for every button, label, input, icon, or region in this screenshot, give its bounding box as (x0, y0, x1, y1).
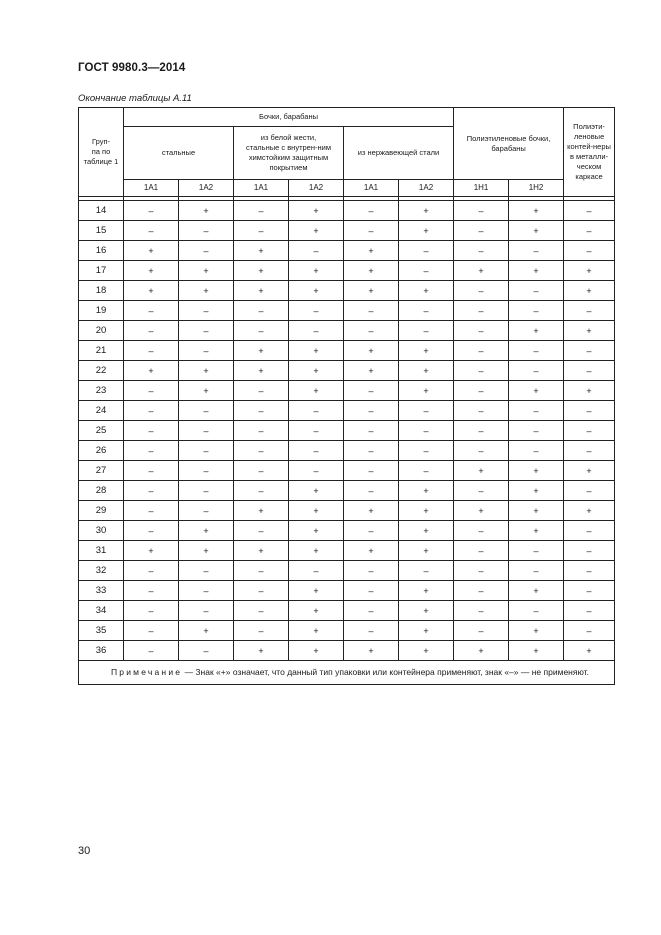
applicability-cell: – (179, 441, 234, 461)
applicability-cell: – (179, 481, 234, 501)
applicability-cell: – (179, 561, 234, 581)
applicability-cell: + (124, 541, 179, 561)
applicability-cell: + (399, 341, 454, 361)
table-row (79, 381, 615, 401)
applicability-cell: – (454, 321, 509, 341)
applicability-cell: – (124, 561, 179, 581)
applicability-cell: + (234, 361, 289, 381)
applicability-cell: + (344, 541, 399, 561)
applicability-cell: + (344, 641, 399, 661)
applicability-cell: + (179, 541, 234, 561)
applicability-cell: – (344, 481, 399, 501)
applicability-cell: – (124, 621, 179, 641)
applicability-cell: – (564, 561, 615, 581)
applicability-cell: – (234, 461, 289, 481)
applicability-cell: – (454, 541, 509, 561)
applicability-cell: – (454, 621, 509, 641)
table-row (79, 241, 615, 261)
applicability-cell: + (344, 261, 399, 281)
table-row (79, 641, 615, 661)
applicability-cell: – (454, 421, 509, 441)
applicability-cell: + (289, 501, 344, 521)
applicability-cell: – (509, 241, 564, 261)
applicability-cell: – (179, 221, 234, 241)
applicability-cell: + (564, 261, 615, 281)
applicability-cell: + (454, 501, 509, 521)
applicability-cell: – (399, 301, 454, 321)
applicability-cell: – (564, 241, 615, 261)
group-number-cell: 33 (79, 581, 124, 601)
applicability-cell: – (454, 581, 509, 601)
applicability-cell: – (509, 401, 564, 421)
applicability-cell: + (509, 641, 564, 661)
code-header: 1А2 (289, 180, 344, 197)
applicability-cell: + (344, 281, 399, 301)
applicability-cell: – (234, 441, 289, 461)
applicability-cell: – (564, 541, 615, 561)
group-number-cell: 30 (79, 521, 124, 541)
group-number-cell: 28 (79, 481, 124, 501)
table-row (79, 461, 615, 481)
applicability-cell: + (179, 281, 234, 301)
table-row (79, 481, 615, 501)
applicability-cell: – (179, 501, 234, 521)
applicability-cell: – (564, 221, 615, 241)
applicability-cell: + (289, 381, 344, 401)
applicability-cell: – (124, 601, 179, 621)
applicability-cell: – (344, 301, 399, 321)
applicability-cell: – (234, 301, 289, 321)
group-number-cell: 23 (79, 381, 124, 401)
applicability-cell: – (564, 481, 615, 501)
applicability-cell: + (509, 581, 564, 601)
code-header: 1А2 (399, 180, 454, 197)
applicability-cell: + (509, 481, 564, 501)
page-number: 30 (78, 845, 91, 857)
applicability-cell: + (399, 621, 454, 641)
applicability-cell: – (454, 601, 509, 621)
applicability-cell: + (234, 281, 289, 301)
applicability-cell: – (509, 281, 564, 301)
applicability-cell: + (179, 261, 234, 281)
group-number-cell: 22 (79, 361, 124, 381)
applicability-cell: – (179, 421, 234, 441)
applicability-cell: – (234, 401, 289, 421)
applicability-cell: – (179, 641, 234, 661)
table-row (79, 341, 615, 361)
applicability-cell: – (399, 421, 454, 441)
applicability-cell: – (124, 341, 179, 361)
applicability-cell: – (454, 341, 509, 361)
applicability-cell: + (399, 641, 454, 661)
group-number-cell: 19 (79, 301, 124, 321)
table-row (79, 601, 615, 621)
applicability-cell: + (564, 281, 615, 301)
applicability-cell: + (124, 261, 179, 281)
applicability-cell: – (179, 581, 234, 601)
group-number-cell: 29 (79, 501, 124, 521)
applicability-cell: + (509, 321, 564, 341)
table-row (79, 621, 615, 641)
applicability-cell: + (289, 541, 344, 561)
applicability-cell: + (399, 521, 454, 541)
group-number-cell: 17 (79, 261, 124, 281)
applicability-cell: – (289, 421, 344, 441)
applicability-cell: – (509, 541, 564, 561)
tinplate-header: из белой жести, стальные с внутрен-ним химстойким защитным покрытием (234, 127, 344, 180)
stainless-header: из нержавеющей стали (344, 127, 454, 180)
group-number-cell: 20 (79, 321, 124, 341)
applicability-cell: – (509, 601, 564, 621)
group-number-cell: 25 (79, 421, 124, 441)
applicability-cell: + (564, 461, 615, 481)
applicability-cell: + (289, 341, 344, 361)
applicability-cell: – (454, 381, 509, 401)
applicability-cell: – (234, 521, 289, 541)
note-text: — Знак «+» означает, что данный тип упаковки или контейнера применяют, знак «–» — не применяют. (182, 667, 589, 677)
steel-header: стальные (124, 127, 234, 180)
applicability-cell: + (564, 501, 615, 521)
applicability-cell: + (509, 201, 564, 221)
applicability-cell: – (344, 461, 399, 481)
applicability-cell: – (564, 301, 615, 321)
applicability-cell: + (289, 361, 344, 381)
applicability-cell: – (454, 441, 509, 461)
applicability-cell: – (509, 421, 564, 441)
packaging-table (78, 107, 615, 685)
applicability-cell: – (234, 601, 289, 621)
applicability-cell: – (399, 441, 454, 461)
applicability-cell: – (454, 481, 509, 501)
applicability-cell: – (234, 321, 289, 341)
table-row (79, 581, 615, 601)
applicability-cell: + (289, 641, 344, 661)
applicability-cell: – (509, 561, 564, 581)
group-number-cell: 24 (79, 401, 124, 421)
applicability-cell: – (399, 241, 454, 261)
applicability-cell: – (564, 521, 615, 541)
applicability-cell: – (124, 381, 179, 401)
applicability-cell: – (344, 601, 399, 621)
applicability-cell: + (344, 361, 399, 381)
group-number-cell: 36 (79, 641, 124, 661)
applicability-cell: – (564, 361, 615, 381)
applicability-cell: + (234, 501, 289, 521)
group-number-cell: 21 (79, 341, 124, 361)
code-header: 1Н2 (509, 180, 564, 197)
applicability-cell: + (234, 261, 289, 281)
table-note (79, 661, 615, 685)
applicability-cell: + (289, 581, 344, 601)
polyethylene-header: Полиэтиленовые бочки, барабаны (454, 108, 564, 180)
applicability-cell: – (289, 301, 344, 321)
applicability-cell: + (234, 241, 289, 261)
applicability-cell: – (509, 441, 564, 461)
applicability-cell: – (289, 401, 344, 421)
applicability-cell: + (234, 641, 289, 661)
applicability-cell: – (234, 201, 289, 221)
applicability-cell: + (344, 241, 399, 261)
table-row (79, 501, 615, 521)
applicability-cell: – (124, 401, 179, 421)
applicability-cell: + (564, 321, 615, 341)
applicability-cell: – (234, 221, 289, 241)
applicability-cell: – (454, 221, 509, 241)
applicability-cell: – (289, 241, 344, 261)
applicability-cell: – (454, 361, 509, 381)
applicability-cell: – (454, 561, 509, 581)
applicability-cell: – (124, 421, 179, 441)
applicability-cell: – (124, 461, 179, 481)
applicability-cell: – (344, 201, 399, 221)
group-number-cell: 32 (79, 561, 124, 581)
applicability-cell: + (289, 281, 344, 301)
applicability-cell: – (179, 341, 234, 361)
applicability-cell: + (399, 501, 454, 521)
applicability-cell: + (289, 201, 344, 221)
applicability-cell: – (124, 441, 179, 461)
applicability-cell: + (509, 621, 564, 641)
applicability-cell: – (454, 241, 509, 261)
applicability-cell: + (454, 261, 509, 281)
code-header: 1А1 (344, 180, 399, 197)
applicability-cell: – (124, 321, 179, 341)
table-body (79, 201, 615, 661)
applicability-cell: – (289, 321, 344, 341)
applicability-cell: – (179, 401, 234, 421)
applicability-cell: – (344, 521, 399, 541)
group-number-cell: 15 (79, 221, 124, 241)
applicability-cell: – (399, 261, 454, 281)
applicability-cell: – (454, 401, 509, 421)
applicability-cell: – (454, 281, 509, 301)
applicability-cell: – (234, 581, 289, 601)
applicability-cell: – (179, 321, 234, 341)
group-number-cell: 14 (79, 201, 124, 221)
code-header: 1А1 (124, 180, 179, 197)
composite-header: Полиэти-леновые контей-неры в металли-ческом каркасе (564, 108, 615, 197)
applicability-cell: – (344, 221, 399, 241)
group-header: Груп- па по таблице 1 (79, 108, 124, 197)
applicability-cell: – (454, 201, 509, 221)
applicability-cell: – (179, 461, 234, 481)
applicability-cell: – (234, 621, 289, 641)
applicability-cell: + (399, 221, 454, 241)
applicability-cell: + (564, 381, 615, 401)
applicability-cell: – (344, 401, 399, 421)
group-number-cell: 35 (79, 621, 124, 641)
table-row (79, 221, 615, 241)
applicability-cell: + (289, 221, 344, 241)
applicability-cell: + (124, 361, 179, 381)
applicability-cell: + (179, 361, 234, 381)
code-header: 1А1 (234, 180, 289, 197)
table-row (79, 361, 615, 381)
applicability-cell: – (454, 521, 509, 541)
applicability-cell: – (234, 481, 289, 501)
applicability-cell: – (564, 341, 615, 361)
applicability-cell: + (124, 241, 179, 261)
applicability-cell: + (179, 521, 234, 541)
table-row (79, 261, 615, 281)
applicability-cell: + (399, 601, 454, 621)
table-row (79, 541, 615, 561)
applicability-cell: – (344, 621, 399, 641)
applicability-cell: – (234, 381, 289, 401)
applicability-cell: – (454, 301, 509, 321)
table-caption: Окончание таблицы А.11 (78, 93, 192, 104)
applicability-cell: + (454, 641, 509, 661)
applicability-cell: – (179, 601, 234, 621)
code-header: 1Н1 (454, 180, 509, 197)
applicability-cell: – (344, 321, 399, 341)
applicability-cell: – (124, 581, 179, 601)
applicability-cell: + (289, 601, 344, 621)
group-number-cell: 26 (79, 441, 124, 461)
applicability-cell: – (234, 561, 289, 581)
applicability-cell: + (399, 541, 454, 561)
applicability-cell: + (509, 381, 564, 401)
applicability-cell: – (399, 401, 454, 421)
applicability-cell: – (564, 601, 615, 621)
applicability-cell: – (564, 621, 615, 641)
applicability-cell: – (344, 381, 399, 401)
note-label: Примечание (111, 667, 183, 677)
applicability-cell: – (124, 301, 179, 321)
table-row (79, 281, 615, 301)
table-row (79, 301, 615, 321)
applicability-cell: – (179, 241, 234, 261)
applicability-cell: – (289, 441, 344, 461)
applicability-cell: – (344, 581, 399, 601)
applicability-cell: + (344, 501, 399, 521)
group-number-cell: 16 (79, 241, 124, 261)
group-number-cell: 34 (79, 601, 124, 621)
applicability-cell: – (509, 301, 564, 321)
applicability-cell: – (564, 421, 615, 441)
applicability-cell: + (399, 481, 454, 501)
group-number-cell: 18 (79, 281, 124, 301)
applicability-cell: – (399, 321, 454, 341)
applicability-cell: + (399, 381, 454, 401)
applicability-cell: + (344, 341, 399, 361)
applicability-cell: + (454, 461, 509, 481)
applicability-cell: + (289, 621, 344, 641)
applicability-cell: – (564, 581, 615, 601)
applicability-cell: + (289, 521, 344, 541)
applicability-cell: + (399, 201, 454, 221)
applicability-cell: – (564, 201, 615, 221)
applicability-cell: – (289, 461, 344, 481)
applicability-cell: – (124, 521, 179, 541)
applicability-cell: + (509, 521, 564, 541)
applicability-cell: + (509, 461, 564, 481)
applicability-cell: – (124, 641, 179, 661)
applicability-cell: + (399, 581, 454, 601)
applicability-cell: – (564, 441, 615, 461)
applicability-cell: – (344, 421, 399, 441)
applicability-cell: – (289, 561, 344, 581)
applicability-cell: – (344, 441, 399, 461)
table-row (79, 401, 615, 421)
applicability-cell: + (234, 541, 289, 561)
applicability-cell: + (124, 281, 179, 301)
applicability-cell: + (179, 381, 234, 401)
applicability-cell: + (509, 221, 564, 241)
applicability-cell: + (289, 261, 344, 281)
group-number-cell: 27 (79, 461, 124, 481)
applicability-cell: + (179, 201, 234, 221)
table-row (79, 561, 615, 581)
applicability-cell: – (234, 421, 289, 441)
applicability-cell: + (399, 361, 454, 381)
applicability-cell: + (179, 621, 234, 641)
applicability-cell: + (509, 501, 564, 521)
table-row (79, 441, 615, 461)
applicability-cell: – (179, 301, 234, 321)
applicability-cell: – (124, 201, 179, 221)
code-header: 1А2 (179, 180, 234, 197)
applicability-cell: – (124, 481, 179, 501)
applicability-cell: – (509, 341, 564, 361)
table-row (79, 421, 615, 441)
applicability-cell: + (399, 281, 454, 301)
applicability-cell: – (399, 561, 454, 581)
document-header: ГОСТ 9980.3—2014 (78, 62, 186, 74)
applicability-cell: – (564, 401, 615, 421)
applicability-cell: – (509, 361, 564, 381)
applicability-cell: – (399, 461, 454, 481)
table-row (79, 521, 615, 541)
group-number-cell: 31 (79, 541, 124, 561)
barrels-header: Бочки, барабаны (124, 108, 454, 127)
applicability-cell: + (234, 341, 289, 361)
table-row (79, 321, 615, 341)
applicability-cell: + (564, 641, 615, 661)
applicability-cell: – (124, 501, 179, 521)
applicability-cell: + (509, 261, 564, 281)
applicability-cell: – (344, 561, 399, 581)
table-row (79, 201, 615, 221)
applicability-cell: + (289, 481, 344, 501)
applicability-cell: – (124, 221, 179, 241)
